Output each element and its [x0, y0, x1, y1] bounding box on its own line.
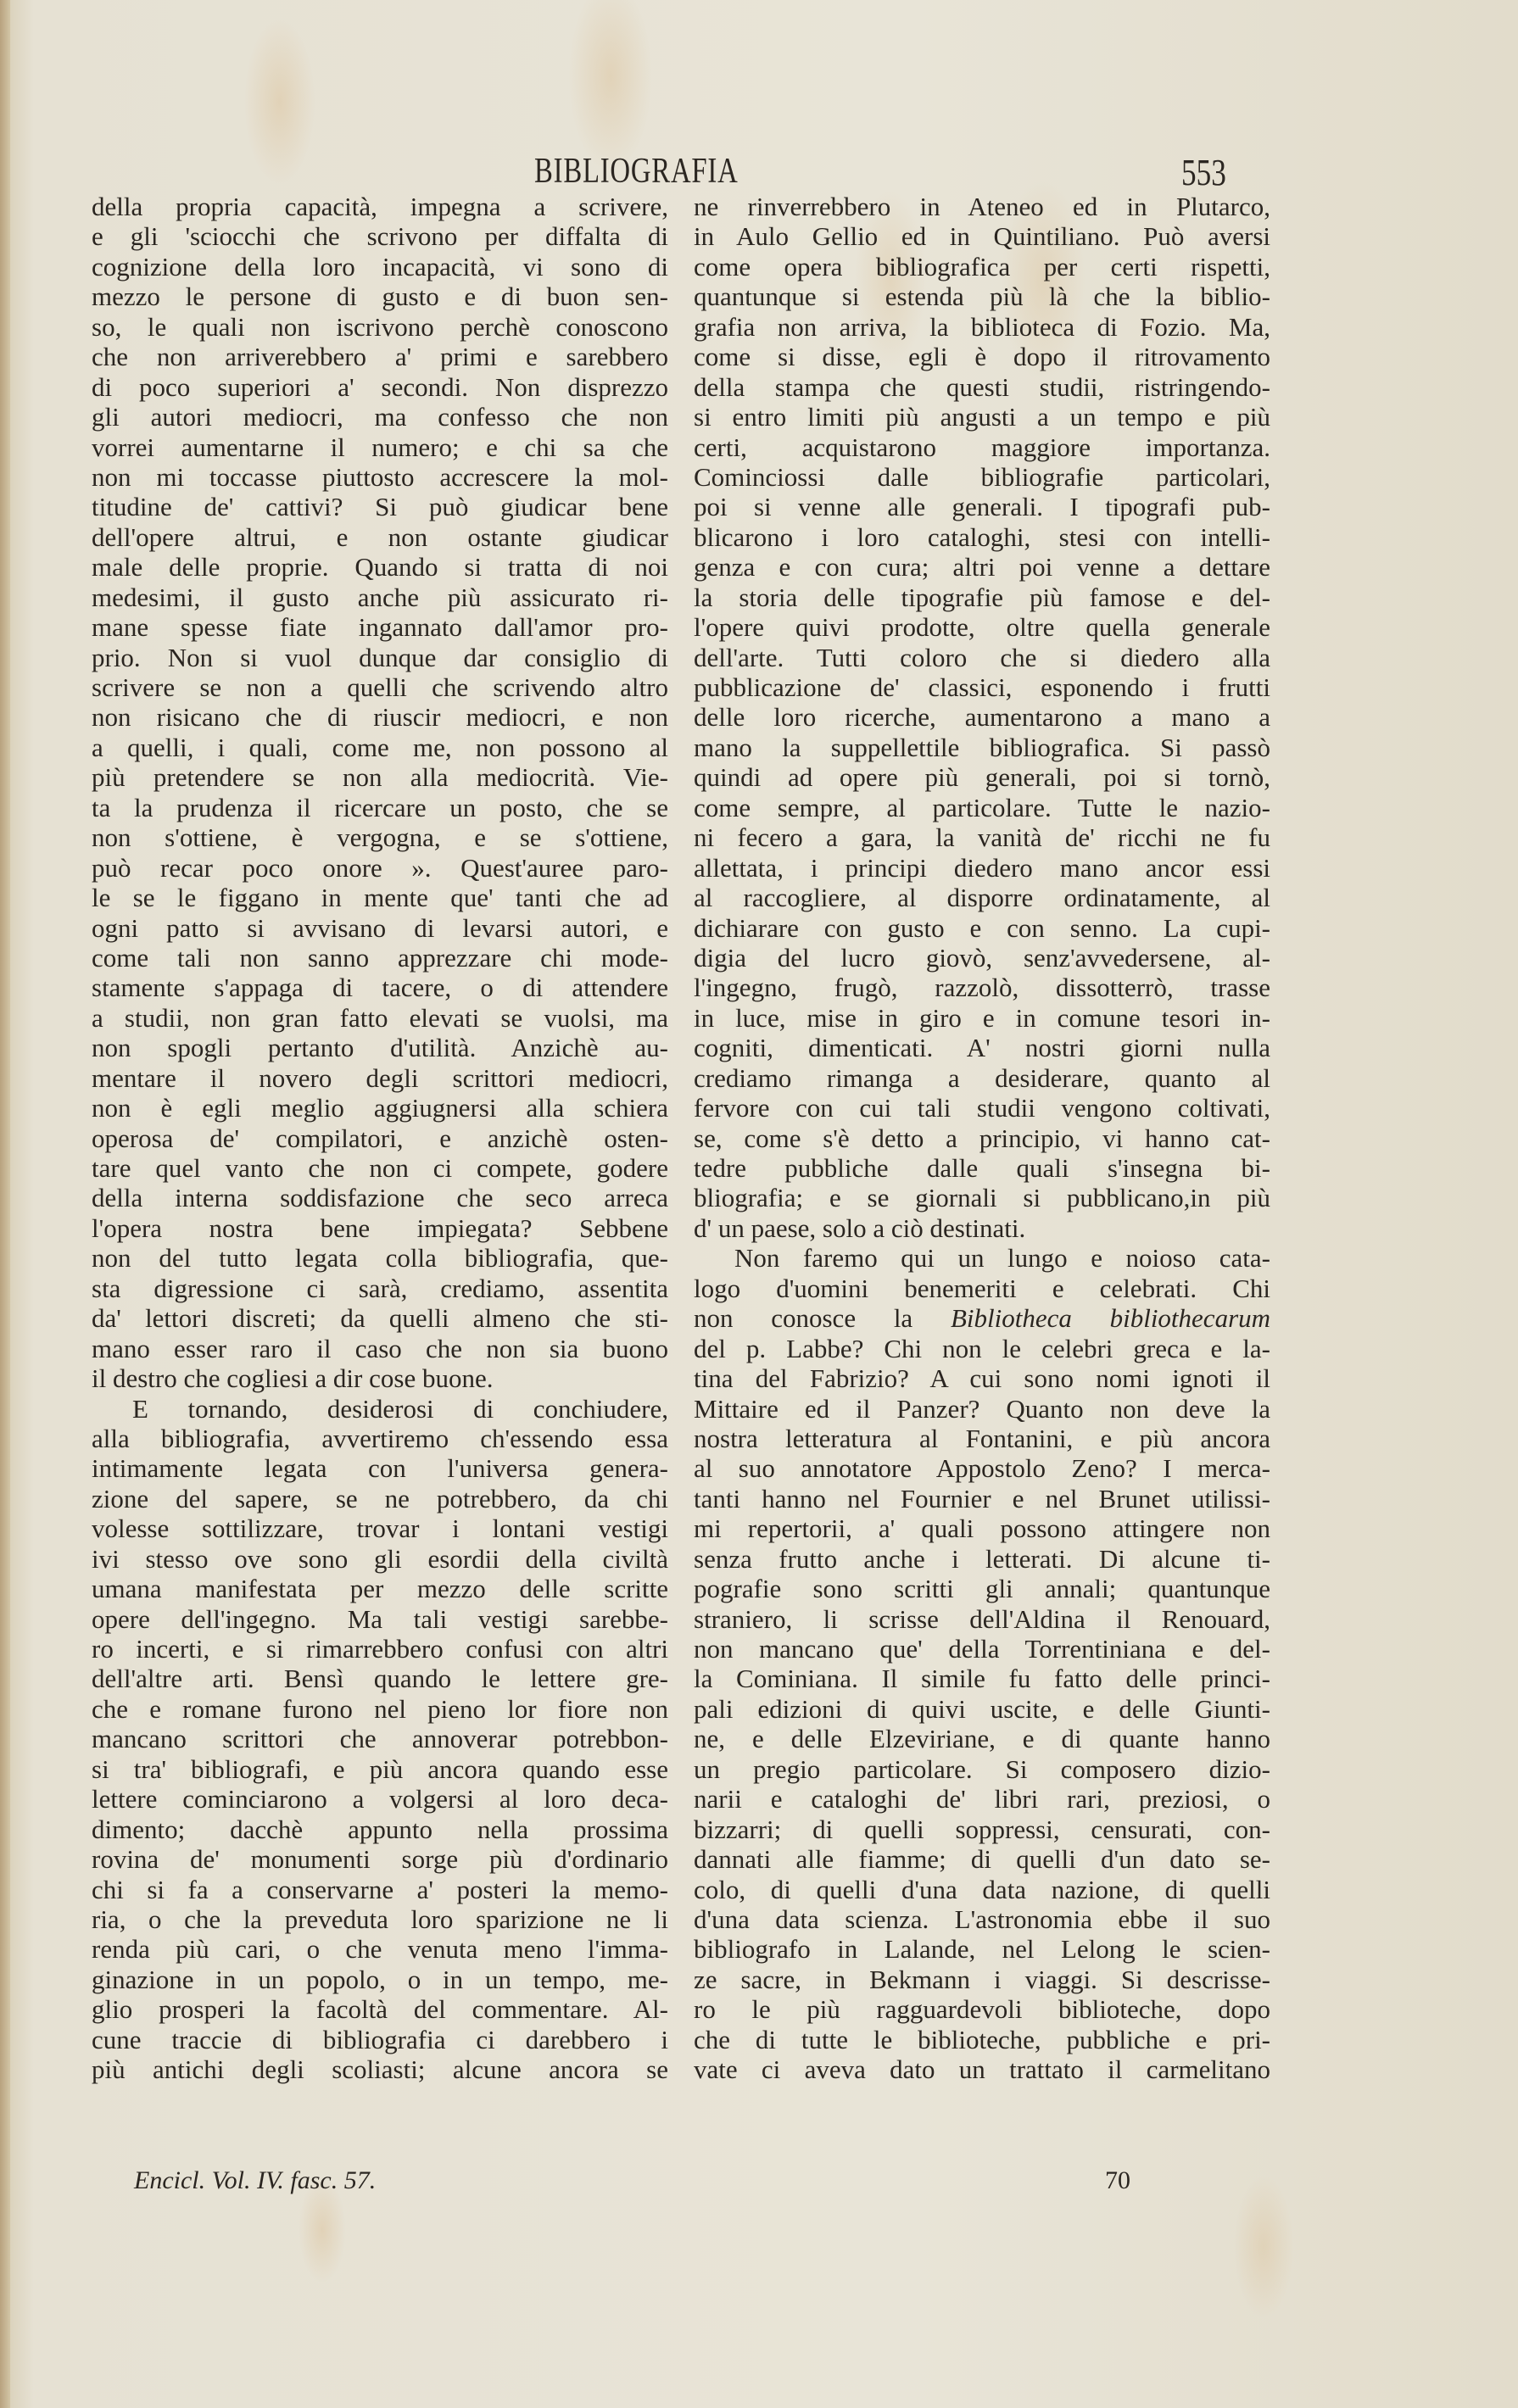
text-line: gli autori mediocri, ma confesso che non	[92, 402, 668, 432]
text-line: colo, di quelli d'una data nazione, di quelli	[694, 1874, 1270, 1904]
text-line: renda più cari, o che venuta meno l'imma-	[92, 1934, 668, 1965]
text-line: vate ci aveva dato un trattato il carmelitano	[694, 2054, 1270, 2085]
text-line: E tornando, desiderosi di conchiudere,	[132, 1393, 668, 1424]
text-line: Non faremo qui un lungo e noioso cata-	[734, 1243, 1270, 1274]
text-line: cogniti, dimenticati. A' nostri giorni nulla	[694, 1033, 1270, 1063]
text-line: stamente s'appaga di tacere, o di attendere	[92, 973, 668, 1003]
text-line: del p. Labbe? Chi non le celebri greca e la-	[694, 1333, 1270, 1363]
text-line: può recar poco onore ». Quest'auree paro-	[92, 852, 668, 883]
text-line: tare quel vanto che non ci compete, godere	[92, 1153, 668, 1183]
text-line: mano esser raro il caso che non sia buono	[92, 1333, 668, 1363]
text-line: più antichi degli scoliasti; alcune ancora se	[92, 2054, 668, 2085]
text-line: la Cominiana. Il simile fu fatto delle princi-	[694, 1664, 1270, 1694]
text-line: zione del sapere, se ne potrebbero, da chi	[92, 1483, 668, 1513]
text-line: ogni patto si avvisano di levarsi autori, e	[92, 912, 668, 943]
text-line: dell'arte. Tutti coloro che si diedero alla	[694, 642, 1270, 672]
text-line: digia del lucro giovò, senz'avvedersene, al-	[694, 942, 1270, 973]
text-line: mano la suppellettile bibliografica. Si passò	[694, 732, 1270, 762]
text-line: dell'opere altrui, e non ostante giudicar	[92, 521, 668, 552]
text-line: l'opere quivi prodotte, oltre quella generale	[694, 612, 1270, 643]
text-line: umana manifestata per mezzo delle scritte	[92, 1574, 668, 1604]
text-line: in luce, mise in giro e in comune tesori in-	[694, 1002, 1270, 1033]
text-line: le se le figgano in mente que' tanti che ad	[92, 883, 668, 913]
text-line: l'ingegno, frugò, razzolò, dissotterrò, trasse	[694, 973, 1270, 1003]
text-line: volesse sottilizzare, trovar i lontani vestigi	[92, 1513, 668, 1544]
text-line: tina del Fabrizio? A cui sono nomi ignoti il	[694, 1363, 1270, 1394]
text-line: ro le più ragguardevoli biblioteche, dopo	[694, 1994, 1270, 2025]
book-title-italic: Bibliotheca bibliothecarum	[950, 1303, 1270, 1334]
text-line: non mancano que' della Torrentiniana e del-	[694, 1634, 1270, 1664]
text-line: male delle proprie. Quando si tratta di noi	[92, 552, 668, 582]
text-line: genza e con cura; altri poi venne a dettare	[694, 552, 1270, 582]
text-line: che non arriverebbero a' primi e sarebbero	[92, 342, 668, 372]
text-line: scrivere se non a quelli che scrivendo altro	[92, 672, 668, 702]
text-line: come tali non sanno apprezzare chi mode-	[92, 942, 668, 973]
text-line: l'opera nostra bene impiegata? Sebbene	[92, 1212, 668, 1243]
text-line: ginazione in un popolo, o in un tempo, me-	[92, 1964, 668, 1994]
text-line: Cominciossi dalle bibliografie particolari,	[694, 461, 1270, 492]
text-line: ni fecero a gara, la vanità de' ricchi ne fu	[694, 822, 1270, 853]
text-line: non risicano che di riuscir mediocri, e non	[92, 702, 668, 733]
text-line: ne, e delle Elzeviriane, e di quante hanno	[694, 1724, 1270, 1754]
text-line: pali edizioni di quivi uscite, e delle Giunti-	[694, 1693, 1270, 1724]
text-line: ria, o che la preveduta loro sparizione ne li	[92, 1904, 668, 1934]
text-line: sta digressione ci sarà, crediamo, assentita	[92, 1273, 668, 1303]
text-line: so, le quali non iscrivono perchè conoscono	[92, 311, 668, 342]
text-line: certi, acquistarono maggiore importanza.	[694, 432, 1270, 462]
text-line-with-title	[694, 1303, 1270, 1333]
text-line: in Aulo Gellio ed in Quintiliano. Può aversi	[694, 221, 1270, 252]
text-line: si entro limiti più angusti a un tempo e più	[694, 402, 1270, 432]
text-line: dell'altre arti. Bensì quando le lettere gre-	[92, 1664, 668, 1694]
signature-number: 70	[1105, 2166, 1130, 2194]
text-line: d'una data scienza. L'astronomia ebbe il suo	[694, 1904, 1270, 1934]
text-line: non mi toccasse piuttosto accrescere la mol-	[92, 461, 668, 492]
text-line: bibliografo in Lalande, nel Lelong le scien-	[694, 1934, 1270, 1965]
text-line: mi repertorii, a' quali possono attingere non	[694, 1513, 1270, 1544]
text-line: come sempre, al particolare. Tutte le nazio-	[694, 792, 1270, 822]
text-line: delle loro ricerche, aumentarono a mano a	[694, 702, 1270, 733]
text-line: logo d'uomini benemeriti e celebrati. Chi	[694, 1273, 1270, 1303]
right-column	[694, 192, 1270, 2085]
text-line: fervore con cui tali studii vengono coltivati,	[694, 1093, 1270, 1123]
text-line: vorrei aumentarne il numero; e chi sa che	[92, 432, 668, 462]
text-line: dichiarare con gusto e con senno. La cupi-	[694, 912, 1270, 943]
text-line: al raccogliere, al disporre ordinatamente, al	[694, 883, 1270, 913]
text-line: medesimi, il gusto anche più assicurato ri-	[92, 582, 668, 612]
text-line: non del tutto legata colla bibliografia, que-	[92, 1243, 668, 1274]
signature-note: Encicl. Vol. IV. fasc. 57.	[134, 2166, 377, 2194]
text-line: mezzo le persone di gusto e di buon sen-	[92, 281, 668, 312]
line-prefix: non conosce la	[694, 1303, 913, 1334]
text-line: pografie sono scritti gli annali; quantunque	[694, 1574, 1270, 1604]
text-line: ivi stesso ove sono gli esordii della civiltà	[92, 1543, 668, 1574]
text-line: non s'ottiene, è vergogna, e se s'ottiene,	[92, 822, 668, 853]
text-line: allettata, i principi diedero mano ancor essi	[694, 852, 1270, 883]
text-line: rovina de' monumenti sorge più d'ordinario	[92, 1844, 668, 1875]
text-line: mane spesse fiate ingannato dall'amor pro-	[92, 612, 668, 643]
text-line: e gli 'sciocchi che scrivono per diffalta di	[92, 221, 668, 252]
text-line: senza frutto anche i letterati. Di alcune ti-	[694, 1543, 1270, 1574]
text-line: come si disse, egli è dopo il ritrovamento	[694, 342, 1270, 372]
text-line: bizzarri; di quelli soppressi, censurati, con-	[694, 1814, 1270, 1844]
text-line: come opera bibliografica per certi rispetti,	[694, 251, 1270, 281]
text-line: titudine de' cattivi? Si può giudicar bene	[92, 492, 668, 522]
text-line: un pregio particolare. Si composero dizio-	[694, 1753, 1270, 1784]
text-line: narii e cataloghi de' libri rari, preziosi, o	[694, 1784, 1270, 1814]
text-line: d' un paese, solo a ciò destinati.	[694, 1212, 1026, 1243]
text-line: straniero, li scrisse dell'Aldina il Renouard,	[694, 1603, 1270, 1634]
text-line: lettere cominciarono a volgersi al loro deca-	[92, 1784, 668, 1814]
text-line: ne rinverrebbero in Ateneo ed in Plutarco,	[694, 192, 1270, 221]
text-line: la storia delle tipografie più famose e del-	[694, 582, 1270, 612]
left-column	[92, 192, 668, 2085]
text-line: che di tutte le biblioteche, pubbliche e pri-	[694, 2024, 1270, 2054]
page-number: 553	[1181, 152, 1226, 193]
text-line: pubblicazione de' classici, esponendo i frutti	[694, 672, 1270, 702]
text-line: più pretendere se non alla mediocrità. Vie-	[92, 762, 668, 793]
text-line: che e romane furono nel pieno lor fiore non	[92, 1693, 668, 1724]
text-line: prio. Non si vuol dunque dar consiglio di	[92, 642, 668, 672]
text-line: della propria capacità, impegna a scrivere,	[92, 192, 668, 221]
text-line: opere dell'ingegno. Ma tali vestigi sarebbe-	[92, 1603, 668, 1634]
text-line: il destro che cogliesi a dir cose buone.	[92, 1363, 494, 1394]
text-line: ze sacre, in Bekmann i viaggi. Si descrisse-	[694, 1964, 1270, 1994]
text-line: quantunque si estenda più là che la biblio-	[694, 281, 1270, 312]
text-line: chi si fa a conservarne a' posteri la memo-	[92, 1874, 668, 1904]
text-line: mancano scrittori che annoverar potrebbon-	[92, 1724, 668, 1754]
text-line: poi si venne alle generali. I tipografi pub-	[694, 492, 1270, 522]
text-line: a quelli, i quali, come me, non possono al	[92, 732, 668, 762]
text-line: ta la prudenza il ricercare un posto, che se	[92, 792, 668, 822]
text-line: dannati alle fiamme; di quelli d'un dato se-	[694, 1844, 1270, 1875]
text-line: da' lettori discreti; da quelli almeno che sti-	[92, 1303, 668, 1334]
text-line: della interna soddisfazione che seco arreca	[92, 1183, 668, 1213]
text-line: non è egli meglio aggiugnersi alla schiera	[92, 1093, 668, 1123]
text-line: crediamo rimanga a desiderare, quanto al	[694, 1062, 1270, 1093]
text-line: della stampa che questi studii, ristringendo-	[694, 371, 1270, 402]
text-line: alla bibliografia, avvertiremo ch'essendo essa	[92, 1423, 668, 1453]
text-line: bliografia; e se giornali si pubblicano,in più	[694, 1183, 1270, 1213]
text-line: intimamente legata con l'universa genera-	[92, 1453, 668, 1484]
binding-edge	[0, 0, 10, 2408]
text-line: operosa de' compilatori, e anzichè osten-	[92, 1123, 668, 1153]
text-line: glio prosperi la facoltà del commentare. Al-	[92, 1994, 668, 2025]
text-line: a studii, non gran fatto elevati se vuolsi, ma	[92, 1002, 668, 1033]
text-line: non spogli pertanto d'utilità. Anzichè au-	[92, 1033, 668, 1063]
text-line: si tra' bibliografi, e più ancora quando esse	[92, 1753, 668, 1784]
text-line: blicarono i loro cataloghi, stesi con intelli-	[694, 521, 1270, 552]
text-line: dimento; dacchè appunto nella prossima	[92, 1814, 668, 1844]
text-line: cune traccie di bibliografia ci darebbero i	[92, 2024, 668, 2054]
text-line: ro incerti, e si rimarrebbero confusi con altri	[92, 1634, 668, 1664]
text-line: tedre pubbliche dalle quali s'insegna bi-	[694, 1153, 1270, 1183]
text-line: se, come s'è detto a principio, vi hanno cat-	[694, 1123, 1270, 1153]
text-line: di poco superiori a' secondi. Non disprezzo	[92, 371, 668, 402]
text-line: cognizione della loro incapacità, vi sono di	[92, 251, 668, 281]
text-line: grafia non arriva, la biblioteca di Fozio. Ma,	[694, 311, 1270, 342]
text-line: quindi ad opere più generali, poi si tornò,	[694, 762, 1270, 793]
text-line: nostra letteratura al Fontanini, e più ancora	[694, 1423, 1270, 1453]
text-line: Mittaire ed il Panzer? Quanto non deve la	[694, 1393, 1270, 1424]
running-head-title: BIBLIOGRAFIA	[534, 152, 739, 191]
text-line: al suo annotatore Appostolo Zeno? I merca-	[694, 1453, 1270, 1484]
text-line: mentare il novero degli scrittori mediocri,	[92, 1062, 668, 1093]
text-line: tanti hanno nel Fournier e nel Brunet utilissi-	[694, 1483, 1270, 1513]
